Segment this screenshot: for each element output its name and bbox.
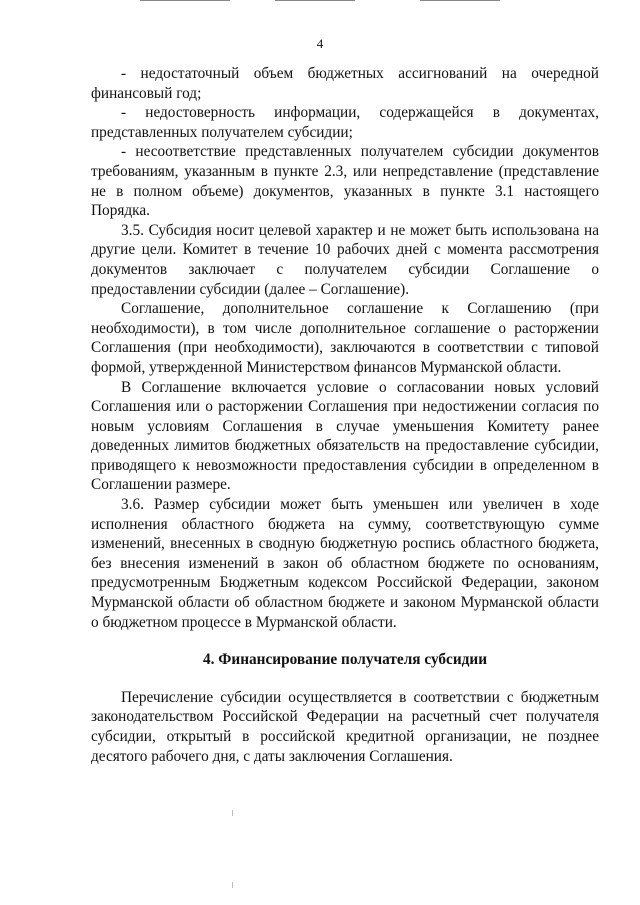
scan-top-rule-center [275,0,355,1]
scan-top-rule-right [420,0,500,1]
scan-artifact [232,882,233,888]
paragraph-3-6: 3.6. Размер субсидии может быть уменьшен или увеличен в ходе исполнения областного бюджета на сумму, соответствующую сумме изменений, внесенных в сводную бюджетную роспись областного бюджета, без внесения изменений в закон об областном бюджете по основаниям, предусмотренным Бюджетным кодексом Российской Федерации, законом Мурманской области об областном бюджете и законом Мурманской области о бюджетном процессе в Мурманской области. [91,496,599,631]
scan-artifact [232,810,233,816]
paragraph-agreement-form: Соглашение, дополнительное соглашение к Соглашению (при необходимости), в том числе дополнительное соглашение о расторжении Соглашения (при необходимости), заключаются в соответствии с типовой формой, утвержденной Министерством финансов Мурманской области. [91,300,599,376]
page-number: 4 [316,36,324,51]
section-4-heading: 4. Финансирование получателя субсидии [202,651,488,669]
list-item-insufficient-funding: - недостаточный объем бюджетных ассигнований на очередной финансовый год; [91,65,599,102]
scan-top-rule-left [140,0,230,1]
document-body [91,64,599,766]
list-item-noncompliant-documents: - несоответствие представленных получателем субсидии документов требованиям, указанным в пункте 2.3, или непредставление (представление не в полном объеме) документов, указанных в пункте 3.1 настоящего Порядка. [91,143,599,220]
section-4-paragraph: Перечисление субсидии осуществляется в соответствии с бюджетным законодательством Российской Федерации на расчетный счет получателя субсидии, открытый в российской кредитной организации, не позднее десятого рабочего дня, с даты заключения Соглашения. [91,688,599,765]
paragraph-agreement-conditions: В Соглашение включается условие о согласовании новых условий Соглашения или о расторжении Соглашения при недостижении согласия по новым условиям Соглашения в случае уменьшения Комитету ранее доведенных лимитов бюджетных обязательств на предоставление субсидии, приводящего к невозможности предоставления субсидии в определенном в Соглашении размере. [91,378,599,494]
paragraph-3-5: 3.5. Субсидия носит целевой характер и не может быть использована на другие цели. Комитет в течение 10 рабочих дней с момента рассмотрения документов заключает с получателем субсидии Соглашение о предоставлении субсидии (далее – Соглашение). [91,221,599,298]
list-item-unreliable-information: - недостоверность информации, содержащейся в документах, представленных получателем субсидии; [91,104,599,141]
